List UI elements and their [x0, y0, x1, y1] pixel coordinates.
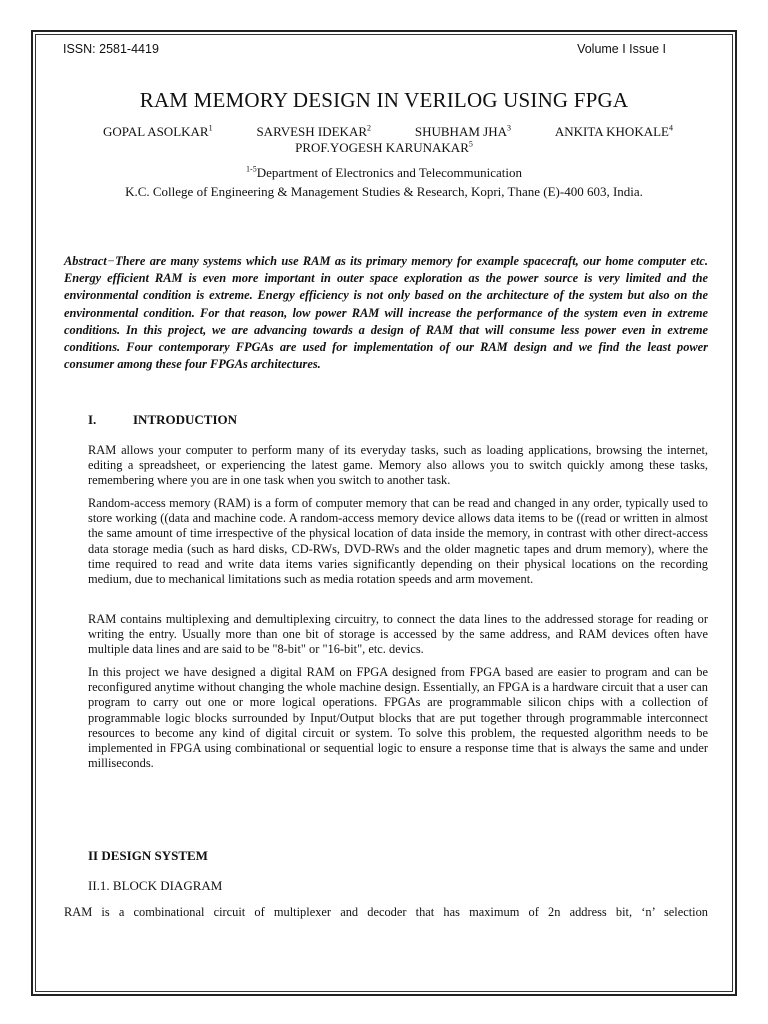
author-2 [256, 124, 371, 140]
issn-label: ISSN: 2581-4419 [63, 42, 159, 56]
section-title: INTRODUCTION [133, 412, 238, 427]
author-name: GOPAL ASOLKAR [103, 124, 209, 139]
author-name: SHUBHAM JHA [414, 124, 507, 139]
intro-paragraph-4: In this project we have designed a digital RAM on FPGA designed from FPGA based are easier to program and can be reconfigured anytime without changing the whole machine design. Essentially, an FPGA is a hardware circuit that a user can program to carry out one or more logical operations. FPGAs are programmable silicon chips with a collection of programmable logic blocks surrounded by Input/Output blocks that are put together through programmable interconnect resources to become any kind of digital circuit or system. To solve this problem, the requested algorithm needs to be implemented in FPGA using combinational or sequential logic to ensure a response time that is always the same and under milliseconds. [88, 665, 708, 771]
volume-label: Volume I Issue I [577, 42, 666, 56]
intro-paragraph-1: RAM allows your computer to perform many of its everyday tasks, such as loading applications, browsing the internet, editing a spreadsheet, or experiencing the latest game. Memory also allows you to switch quickly among these tasks, remembering where you are in one task when you switch to another task. [88, 443, 708, 488]
author-name: SARVESH IDEKAR [256, 124, 368, 139]
author-1 [103, 124, 213, 140]
affiliation-sup: 1-5 [246, 164, 257, 174]
department-name: Department of Electronics and Telecommunication [256, 165, 522, 180]
subsection-heading-block-diagram: II.1. BLOCK DIAGRAM [88, 878, 223, 893]
author-sup: 4 [668, 123, 673, 133]
abstract-dash: − [106, 254, 116, 268]
author-4 [555, 124, 673, 140]
abstract-label: Abstract [64, 254, 107, 268]
author-sup: 2 [367, 123, 372, 133]
intro-paragraph-3: RAM contains multiplexing and demultiplexing circuitry, to connect the data lines to the addressed storage for reading or writing the entry. Usually more than one bit of storage is accessed by the same address, and RAM devices often have multiple data lines and are said to be "8-bit" or "16-bit", etc. devics. [88, 612, 708, 657]
author-name: ANKITA KHOKALE [554, 124, 669, 139]
author-5 [0, 140, 768, 156]
author-list [103, 124, 673, 140]
paper-title: RAM MEMORY DESIGN IN VERILOG USING FPGA [139, 88, 629, 112]
author-sup: 1 [208, 123, 213, 133]
author-3 [415, 124, 511, 140]
department [0, 165, 768, 181]
author-name: PROF.YOGESH KARUNAKAR [295, 140, 469, 155]
intro-paragraph-2: Random-access memory (RAM) is a form of computer memory that can be read and changed in any order, typically used to store working ((data and machine code. A random-access memory device allows data items to be ((read or written in almost the same amount of time irrespective of the physical location of data inside the memory, in contrast with other direct-access data storage media (such as hard disks, CD-RWs, DVD-RWs and the older magnetic tapes and drum memory), where the time required to read and write data items varies significantly depending on their physical locations on the recording medium, due to mechanical limitations such as media rotation speeds and arm movement. [88, 496, 708, 587]
section-number: I. [88, 412, 97, 427]
author-sup: 3 [506, 123, 511, 133]
abstract [64, 253, 708, 373]
author-sup: 5 [468, 139, 473, 149]
abstract-text: There are many systems which use RAM as its primary memory for example spacecraft, our home computer etc. Energy efficient RAM is even more important in outer space exploration as the power source is very limited and the environmental condition is extreme. Energy efficiency is not only based on the architecture of the system but also on the environmental condition. For that reason, low power RAM will increase the performance of the system even in extreme conditions. In this project, we are advancing towards a design of RAM that will consume less power even in extreme conditions. Four contemporary FPGAs are used for implementation of our RAM design and we find the least power consumer among these four FPGAs architectures. [64, 254, 708, 372]
section-heading-design-system: II DESIGN SYSTEM [88, 848, 208, 863]
college-address: K.C. College of Engineering & Management Studies & Research, Kopri, Thane (E)-400 603, India. [125, 184, 643, 199]
section-heading-introduction [88, 412, 237, 428]
design-paragraph: RAM is a combinational circuit of multiplexer and decoder that has maximum of 2n address bit, ‘n’ selection [64, 905, 708, 919]
